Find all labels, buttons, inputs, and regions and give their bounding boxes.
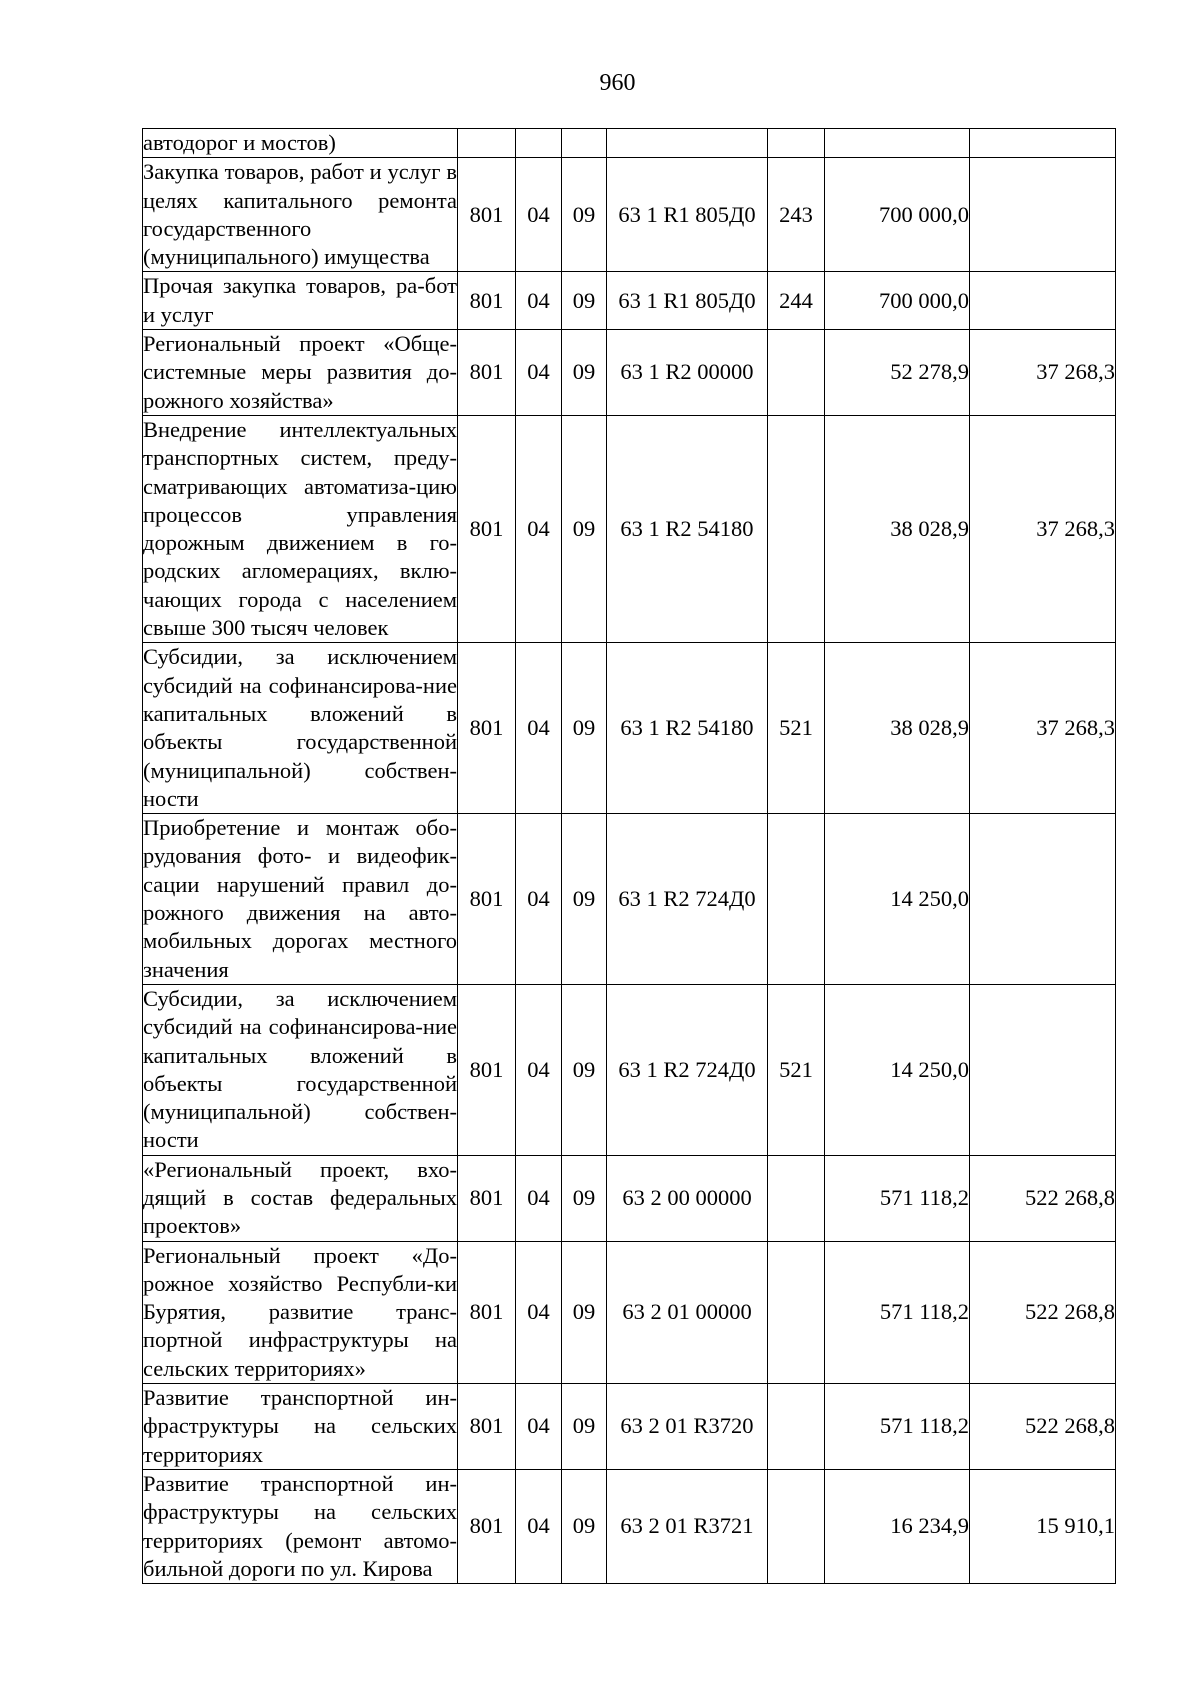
subsection-code: 09 [562,415,607,642]
amount-total: 571 118,2 [825,1155,970,1241]
amount-total: 700 000,0 [825,272,970,330]
expense-type-code [768,330,825,416]
dept-code: 801 [458,984,516,1155]
section-code: 04 [516,415,562,642]
table-row [143,1155,1116,1241]
subsection-code: 09 [562,1384,607,1470]
row-name: Развитие транспортной ин-фраструктуры на сельских территориях [143,1384,458,1470]
amount-federal: 37 268,3 [970,643,1116,814]
target-article-code [607,129,768,158]
target-article-code: 63 1 R1 805Д0 [607,158,768,272]
expense-type-code: 521 [768,643,825,814]
expense-type-code [768,1241,825,1383]
section-code: 04 [516,272,562,330]
subsection-code: 09 [562,1155,607,1241]
section-code: 04 [516,330,562,416]
amount-federal: 522 268,8 [970,1241,1116,1383]
dept-code: 801 [458,415,516,642]
dept-code: 801 [458,1469,516,1583]
expense-type-code [768,814,825,985]
subsection-code: 09 [562,330,607,416]
target-article-code: 63 2 00 00000 [607,1155,768,1241]
expense-type-code [768,1155,825,1241]
section-code: 04 [516,1384,562,1470]
subsection-code: 09 [562,158,607,272]
row-name: Развитие транспортной ин-фраструктуры на сельских территориях (ремонт автомо-бильной дороги по ул. Кирова [143,1469,458,1583]
target-article-code: 63 1 R2 724Д0 [607,984,768,1155]
amount-federal: 522 268,8 [970,1384,1116,1470]
subsection-code: 09 [562,1469,607,1583]
dept-code: 801 [458,1155,516,1241]
amount-federal: 15 910,1 [970,1469,1116,1583]
subsection-code: 09 [562,643,607,814]
dept-code: 801 [458,330,516,416]
row-name: Прочая закупка товаров, ра-бот и услуг [143,272,458,330]
section-code: 04 [516,643,562,814]
page-number: 960 [599,70,636,96]
table-row [143,643,1116,814]
subsection-code: 09 [562,984,607,1155]
amount-total: 14 250,0 [825,984,970,1155]
table-row [143,129,1116,158]
target-article-code: 63 2 01 R3720 [607,1384,768,1470]
subsection-code [562,129,607,158]
expense-type-code [768,129,825,158]
amount-total [825,129,970,158]
amount-total: 38 028,9 [825,415,970,642]
target-article-code: 63 1 R2 54180 [607,415,768,642]
amount-federal [970,272,1116,330]
expense-type-code: 243 [768,158,825,272]
row-name: «Региональный проект, вхо-дящий в состав федеральных проектов» [143,1155,458,1241]
dept-code: 801 [458,1384,516,1470]
dept-code: 801 [458,814,516,985]
amount-federal [970,984,1116,1155]
section-code: 04 [516,984,562,1155]
expense-type-code [768,415,825,642]
row-name: Региональный проект «До-рожное хозяйство Республи-ки Бурятия, развитие транс-портной инфраструктуры на сельских территориях» [143,1241,458,1383]
row-name: Субсидии, за исключением субсидий на софинансирова-ние капитальных вложений в объекты государственной (муниципальной) собствен-ности [143,643,458,814]
amount-federal: 37 268,3 [970,415,1116,642]
amount-total: 14 250,0 [825,814,970,985]
row-name: Внедрение интеллектуальных транспортных систем, преду-сматривающих автоматиза-цию процессов управления дорожным движением в го-родских агломерациях, вклю-чающих города с населением свыше 300 тысяч человек [143,415,458,642]
dept-code [458,129,516,158]
amount-federal: 37 268,3 [970,330,1116,416]
amount-federal: 522 268,8 [970,1155,1116,1241]
target-article-code: 63 1 R2 54180 [607,643,768,814]
expense-type-code: 244 [768,272,825,330]
table-row [143,330,1116,416]
amount-total: 571 118,2 [825,1384,970,1470]
target-article-code: 63 1 R2 00000 [607,330,768,416]
amount-federal [970,158,1116,272]
amount-federal [970,814,1116,985]
section-code: 04 [516,814,562,985]
row-name: Закупка товаров, работ и услуг в целях капитального ремонта государственного (муниципального) имущества [143,158,458,272]
expense-type-code: 521 [768,984,825,1155]
section-code [516,129,562,158]
amount-total: 52 278,9 [825,330,970,416]
subsection-code: 09 [562,272,607,330]
row-name: Приобретение и монтаж обо-рудования фото- и видеофик-сации нарушений правил до-рожного движения на авто-мобильных дорогах местного значения [143,814,458,985]
amount-total: 16 234,9 [825,1469,970,1583]
target-article-code: 63 2 01 00000 [607,1241,768,1383]
amount-total: 700 000,0 [825,158,970,272]
section-code: 04 [516,1469,562,1583]
target-article-code: 63 1 R1 805Д0 [607,272,768,330]
amount-total: 38 028,9 [825,643,970,814]
section-code: 04 [516,1241,562,1383]
table-row [143,1241,1116,1383]
dept-code: 801 [458,272,516,330]
amount-total: 571 118,2 [825,1241,970,1383]
target-article-code: 63 1 R2 724Д0 [607,814,768,985]
table-row [143,158,1116,272]
table-row [143,984,1116,1155]
expense-type-code [768,1469,825,1583]
subsection-code: 09 [562,1241,607,1383]
table-row [143,415,1116,642]
row-name: Региональный проект «Обще-системные меры развития до-рожного хозяйства» [143,330,458,416]
table-row [143,272,1116,330]
dept-code: 801 [458,158,516,272]
amount-federal [970,129,1116,158]
section-code: 04 [516,1155,562,1241]
row-name: Субсидии, за исключением субсидий на софинансирова-ние капитальных вложений в объекты государственной (муниципальной) собствен-ности [143,984,458,1155]
table-row [143,1469,1116,1583]
target-article-code: 63 2 01 R3721 [607,1469,768,1583]
dept-code: 801 [458,1241,516,1383]
dept-code: 801 [458,643,516,814]
table-row [143,1384,1116,1470]
section-code: 04 [516,158,562,272]
expense-type-code [768,1384,825,1470]
table-row [143,814,1116,985]
subsection-code: 09 [562,814,607,985]
row-name: автодорог и мостов) [143,129,458,158]
budget-table [142,128,1116,1584]
